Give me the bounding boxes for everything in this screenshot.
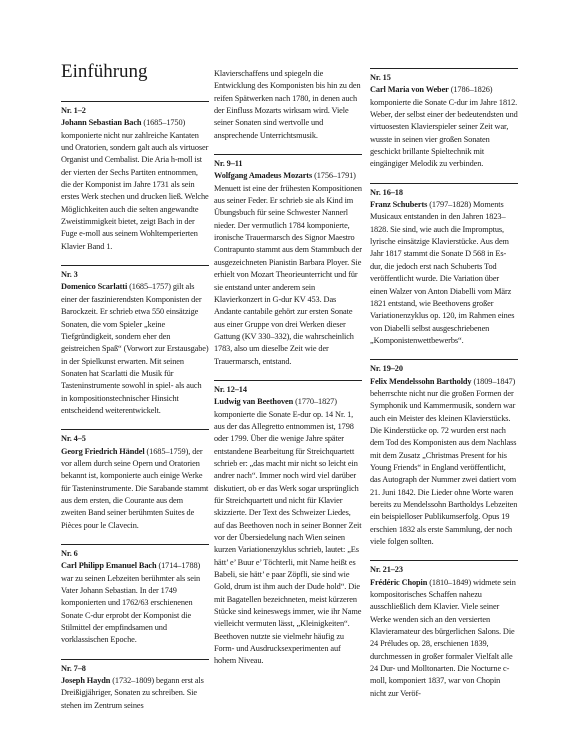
section-text bbox=[214, 170, 362, 368]
section-body: Klavierschaffens und spiegeln die Entwicklung des Komponisten bis hin zu den reifen Spätwerken nach 1780, in denen auch der Einfluss Mozarts wirksam wird. Viele seiner Sonaten sind wertvolle und ansprechende Unterrichtsmusik. bbox=[214, 69, 361, 140]
section-number: Nr. 16–18 bbox=[370, 187, 403, 197]
section-rule bbox=[61, 265, 209, 266]
composer-section bbox=[214, 154, 362, 368]
composer-section bbox=[61, 101, 209, 253]
section-text bbox=[370, 376, 518, 549]
section-rule bbox=[370, 68, 518, 69]
section-body: (1714–1788) war zu seinen Lebzeiten berühmter als sein Vater Johann Sebastian. In der 1749 komponierten und 1762/63 erschienenen Sonate C-dur erprobt der Komponist die Stilmittel der empfindsamen und vorklassischen Epoche. bbox=[61, 561, 201, 645]
section-text bbox=[61, 117, 209, 253]
section-rule bbox=[370, 183, 518, 184]
section-number: Nr. 1–2 bbox=[61, 106, 86, 115]
composer-name: Felix Mendelssohn Bartholdy bbox=[370, 376, 472, 386]
column-3 bbox=[370, 68, 518, 700]
section-body: (1756–1791) Menuett ist eine der frühesten Kompositionen aus seiner Feder. Er schrieb sie als Kind im Übungsbuch für seine Schwester Nannerl nieder. Der vermutlich 1784 komponierte, ironische Trauermarsch des Signor Maestro Contrapunto stammt aus dem Stammbuch der ausgezeichneten Pianistin Barbara Ployer. Sie erhielt von Mozart Theorieunterricht und für sie entstand unter anderem sein Klavierkonzert in G-dur KV 453. Das Andante cantabile gehört zur ersten Sonate aus einer Gruppe von drei Werken dieser Gattung (KV 330–332), die wahrscheinlich 1783, also um dieselbe Zeit wie der Trauermarsch, entstand. bbox=[214, 171, 362, 366]
section-text bbox=[61, 675, 209, 712]
composer-section bbox=[61, 659, 209, 712]
composer-section bbox=[370, 183, 518, 347]
section-text bbox=[370, 84, 518, 170]
composer-section bbox=[214, 68, 362, 142]
composer-name: Frédéric Chopin bbox=[370, 577, 428, 587]
composer-name: Franz Schuberts bbox=[370, 200, 428, 210]
section-number: Nr. 4–5 bbox=[61, 434, 86, 444]
section-rule bbox=[370, 359, 518, 360]
composer-section bbox=[61, 265, 209, 417]
composer-name: Georg Friedrich Händel bbox=[61, 446, 145, 456]
composer-section bbox=[214, 380, 362, 668]
composer-name: Domenico Scarlatti bbox=[61, 282, 128, 292]
section-body: (1770–1827) komponierte die Sonate E-dur op. 14 Nr. 1, aus der das Allegretto entnommen ist, 1798 oder 1799. Über die wenige Jahre später entstandene Bearbeitung für Streichquartett schrieb er: „das macht mir nicht so leicht ein andrer nach“. Immer noch wird viel darüber diskutiert, ob er das Werk sogar ursprünglich für Streichquartett und nicht für Klavier skizzierte. Der Text des Schweizer Liedes, auf das Beethoven noch in seiner Bonner Zeit vor der Übersiedelung nach Wien seinen kurzen Variationenzyklus schrieb, lautet: „Es hätt’ e’ Buur e’ Töchterli, mit Name heißt es Babeli, sie hätt’ e paar Zöpfli, sie sind wie Gold, drum ist ihm auch der Dude hold“. Die mit Bagatellen bezeichneten, meist kürzeren Stücke sind keineswegs immer, wie ihr Name vielleicht vermuten lässt, „Kleinigkeiten“. Beethoven nutzte sie vielmehr häufig zu Form- und Ausdrucksexperimenten auf hohem Niveau. bbox=[214, 397, 362, 666]
composer-name: Wolfgang Amadeus Mozarts bbox=[214, 171, 313, 181]
section-rule bbox=[61, 101, 209, 102]
composer-section bbox=[61, 429, 209, 532]
section-body: (1732–1809) begann erst als Dreißigjähriger, Sonaten zu schreiben. Sie stehen im Zentrum seines bbox=[61, 676, 204, 710]
section-body: (1685–1759), der vor allem durch seine Opern und Oratorien bekannt ist, komponierte auch einige Werke für Tasteninstrumente. Die Sarabande stammt aus dem ersten, die Courante aus dem zweiten Band seiner berühmten Suites de Pièces pour le Clavecin. bbox=[61, 446, 209, 530]
composer-name: Johann Sebastian Bach bbox=[61, 118, 142, 128]
section-number: Nr. 9–11 bbox=[214, 159, 243, 169]
composer-section bbox=[370, 560, 518, 700]
section-rule bbox=[61, 659, 209, 660]
composer-section bbox=[370, 68, 518, 171]
section-rule bbox=[214, 154, 362, 155]
section-body: (1810–1849) widmete sein kompositorisches Schaffen nahezu ausschließlich dem Klavier. Viele seiner Werke wenden sich an den versierten Klavieramateur des bürgerlichen Salons. Die 24 Préludes op. 28, erschienen 1839, durchmessen in großer formaler Vielfalt alle 24 Dur- und Molltonarten. Die Nocturne c-moll, komponiert 1837, war von Chopin nicht zur Veröf- bbox=[370, 577, 516, 698]
section-rule bbox=[61, 544, 209, 545]
section-body: (1797–1828) Moments Musicaux entstanden in den Jahren 1823–1828. Sie sind, wie auch die Impromptus, lyrische einsätzige Klavierstücke. Aus dem Jahr 1817 stammt die Sonate D 568 in Es-dur, die jedoch erst nach Schuberts Tod veröffentlicht wurde. Die Variation über einen Walzer von Anton Diabelli vom März 1821 entstand, wie Beethovens großer Variationenzyklus op. 120, im Rahmen eines von Diabelli selbst ausgeschriebenen „Komponistenwettbewerbs“. bbox=[370, 200, 515, 345]
section-body: (1786–1826) komponierte die Sonate C-dur im Jahre 1812. Weber, der selbst einer der bedeutendsten und virtuosesten Klavierspieler seiner Zeit war, wusste in seinen vier großen Sonaten geschickt brillante Spieltechnik mit eingängiger Melodik zu verbinden. bbox=[370, 85, 518, 169]
section-rule bbox=[214, 380, 362, 381]
section-text bbox=[214, 68, 362, 142]
section-text bbox=[214, 396, 362, 668]
section-body: (1685–1757) gilt als einer der faszinierendsten Komponisten der Barockzeit. Er schrieb etwa 550 einsätzige Sonaten, die vom Spieler „keine Tiefgründigkeit, sondern eher den geistreichen Spaß“ (Vorwort zur Erstausgabe) in der Spielkunst erwarten. Mit seinen Sonaten hat Scarlatti die Musik für Tasteninstrumente sowohl in spiel- als auch in kompositionstechnischer Hinsicht entscheidend weiterentwickelt. bbox=[61, 282, 209, 415]
composer-section bbox=[61, 544, 209, 647]
section-body: (1685–1750) komponierte nicht nur zahlreiche Kantaten und Oratorien, sondern galt auch als virtuoser Organist und Cembalist. Die Aria h-moll ist der vierten der Sechs Partiten entnommen, die der Komponist im Jahre 1731 als sein erstes Werk stechen und drucken ließ. Welche Möglichkeiten auch die selten angewandte Zweistimmigkeit bietet, zeigt Bach in der Fuge e-moll aus seinem Wohltemperierten Klavier Band 1. bbox=[61, 118, 209, 251]
section-text bbox=[370, 199, 518, 347]
column-2 bbox=[214, 68, 362, 668]
column-1 bbox=[61, 101, 209, 712]
section-body: (1809–1847) beherrschte nicht nur die großen Formen der Symphonik und Kammermusik, sondern war auch ein Meister des kleinen Klavierstücks. Die Kinderstücke op. 72 wurden erst nach dem Tod des Komponisten aus dem Nachlass mit dem Zusatz „Christmas Present for his Young Friends“ in England veröffentlicht, das Autograph der Nummer zwei datiert vom 21. Juni 1842. Die Lieder ohne Worte waren bereits zu Mendelssohn Bartholdys Lebzeiten ein beispielloser Publikumserfolg. Opus 19 erschien 1832 als erste Sammlung, der noch viele folgen sollten. bbox=[370, 376, 518, 547]
section-rule bbox=[61, 429, 209, 430]
section-number: Nr. 15 bbox=[370, 73, 391, 82]
section-number: Nr. 7–8 bbox=[61, 663, 86, 673]
section-number: Nr. 3 bbox=[61, 270, 78, 280]
composer-name: Ludwig van Beethoven bbox=[214, 397, 294, 407]
section-rule bbox=[370, 560, 518, 561]
section-number: Nr. 12–14 bbox=[214, 384, 247, 394]
page-title: Einführung bbox=[61, 61, 148, 82]
section-number: Nr. 6 bbox=[61, 549, 78, 558]
composer-name: Joseph Haydn bbox=[61, 676, 111, 686]
section-text bbox=[61, 560, 209, 646]
composer-name: Carl Philipp Emanuel Bach bbox=[61, 561, 157, 571]
section-number: Nr. 21–23 bbox=[370, 565, 403, 575]
section-number: Nr. 19–20 bbox=[370, 364, 403, 374]
section-text bbox=[370, 577, 518, 700]
composer-section bbox=[370, 359, 518, 548]
composer-name: Carl Maria von Weber bbox=[370, 85, 449, 95]
section-text bbox=[61, 281, 209, 417]
section-text bbox=[61, 446, 209, 532]
